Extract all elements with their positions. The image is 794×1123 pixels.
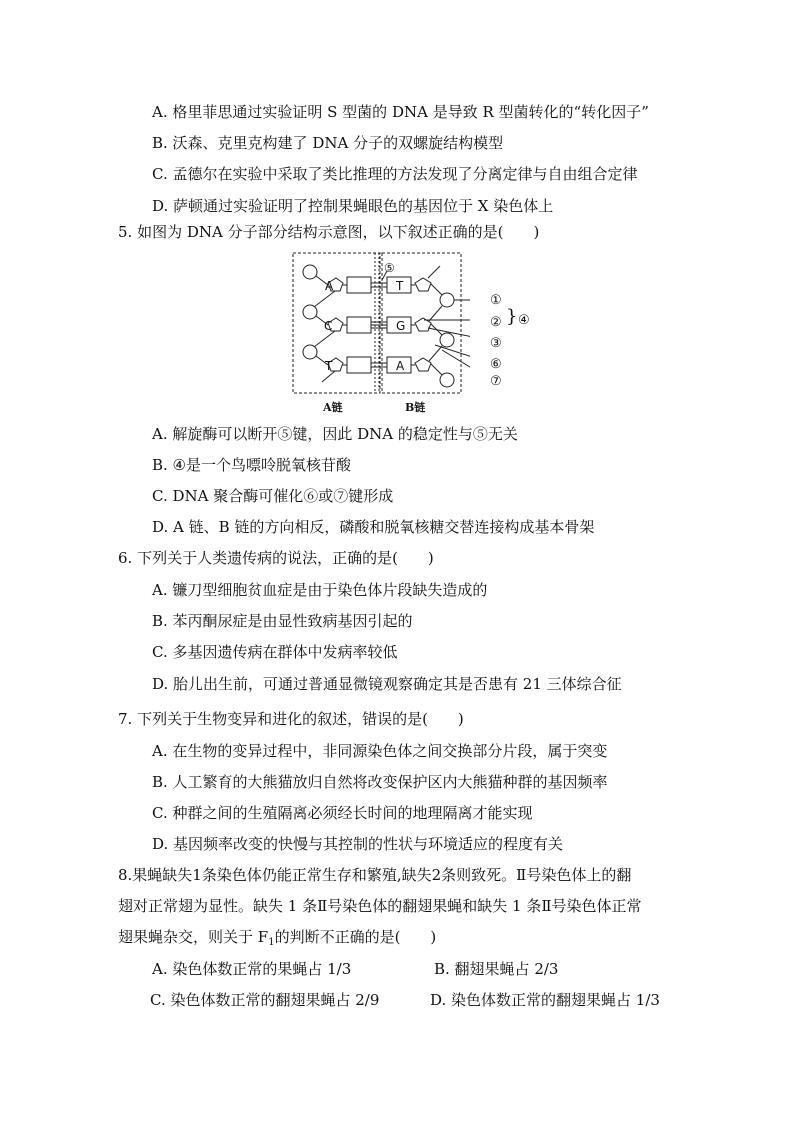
q6-option-b: B. 苯丙酮尿症是由显性致病基因引起的 [152, 612, 413, 630]
q7-option-a: A. 在生物的变异过程中，非同源染色体之间交换部分片段，属于突变 [152, 742, 608, 760]
q6-option-c: C. 多基因遗传病在群体中发病率较低 [152, 643, 398, 661]
label-6: ⑥ [490, 357, 502, 372]
q4-option-b: B. 沃森、克里克构建了 DNA 分子的双螺旋结构模型 [152, 134, 504, 152]
base-label-right-1: T [396, 279, 404, 293]
dna-structure-diagram [290, 250, 470, 415]
phosphate-circle [303, 345, 317, 359]
sugar-pentagon [415, 358, 431, 371]
phosphate-circle [440, 333, 454, 347]
q7-stem: 7. 下列关于生物变异和进化的叙述，错误的是( ) [118, 710, 464, 728]
q5-stem: 5. 如图为 DNA 分子部分结构示意图，以下叙述正确的是( ) [118, 223, 540, 241]
label-1: ① [490, 293, 502, 308]
q7-option-d: D. 基因频率改变的快慢与其控制的性状与环境适应的程度有关 [152, 835, 564, 853]
q8-option-d: D. 染色体数正常的翻翅果蝇占 1/3 [430, 991, 660, 1009]
brace: } [506, 306, 518, 327]
base-label-left-3: T [325, 359, 333, 373]
label-5: ⑤ [384, 261, 395, 275]
chain-a-box [293, 253, 380, 393]
q8-stem-line-3 [118, 927, 436, 953]
q8-stem-line-3-pre: 翅果蝇杂交，则关于 F [118, 928, 269, 946]
q6-stem: 6. 下列关于人类遗传病的说法，正确的是( ) [118, 549, 434, 567]
label-7: ⑦ [490, 374, 502, 389]
label-3: ③ [490, 336, 502, 351]
q5-option-c: C. DNA 聚合酶可催化⑥或⑦键形成 [152, 487, 394, 505]
q8-option-c: C. 染色体数正常的翻翅果蝇占 2/9 [150, 991, 380, 1009]
phosphate-circle [440, 293, 454, 307]
q6-option-a: A. 镰刀型细胞贫血症是由于染色体片段缺失造成的 [152, 581, 488, 599]
q8-stem-line-1: 8.果蝇缺失1条染色体仍能正常生存和繁殖,缺失2条则致死。Ⅱ号染色体上的翻 [118, 866, 632, 884]
sugar-pentagon [415, 278, 431, 291]
base-label-left-2: C [324, 319, 333, 333]
q4-option-d: D. 萨顿通过实验证明了控制果蝇眼色的基因位于 X 染色体上 [152, 197, 554, 215]
phosphate-circle [303, 305, 317, 319]
q7-option-c: C. 种群之间的生殖隔离必须经长时间的地理隔离才能实现 [152, 804, 533, 822]
label-4: ④ [518, 313, 530, 328]
q5-option-b: B. ④是一个鸟嘌呤脱氧核苷酸 [152, 456, 352, 474]
q8-stem-line-3-post: 的判断不正确的是( ) [274, 928, 437, 946]
q8-option-a: A. 染色体数正常的果蝇占 1/3 [152, 960, 352, 978]
base-label-right-3: A [396, 359, 405, 373]
q8-option-b: B. 翻翅果蝇占 2/3 [434, 960, 559, 978]
q5-option-d: D. A 链、B 链的方向相反，磷酸和脱氧核糖交替连接构成基本骨架 [152, 518, 595, 536]
q5-option-a: A. 解旋酶可以断开⑤键，因此 DNA 的稳定性与⑤无关 [152, 425, 518, 443]
chain-a-label: A链 [323, 401, 343, 414]
label-2: ② [490, 315, 502, 330]
q6-option-d: D. 胎儿出生前，可通过普通显微镜观察确定其是否患有 21 三体综合征 [152, 675, 622, 693]
base-box-left [347, 357, 371, 373]
q8-stem-line-2: 翅对正常翅为显性。缺失 1 条Ⅱ号染色体的翻翅果蝇和缺失 1 条Ⅱ号染色体正常 [118, 897, 642, 915]
q7-option-b: B. 人工繁育的大熊猫放归自然将改变保护区内大熊猫种群的基因频率 [152, 773, 608, 791]
q4-option-c: C. 孟德尔在实验中采取了类比推理的方法发现了分离定律与自由组合定律 [152, 165, 638, 183]
chain-b-label: B链 [405, 401, 426, 414]
base-label-right-2: G [396, 319, 406, 333]
base-label-left-1: A [325, 279, 334, 293]
q4-option-a: A. 格里菲思通过实验证明 S 型菌的 DNA 是导致 R 型菌转化的“转化因子” [152, 103, 649, 121]
base-box-left [347, 317, 371, 333]
phosphate-circle [440, 373, 454, 387]
base-box-left [347, 277, 371, 293]
phosphate-circle [303, 265, 317, 279]
q8-f1-subscript: 1 [268, 937, 275, 948]
